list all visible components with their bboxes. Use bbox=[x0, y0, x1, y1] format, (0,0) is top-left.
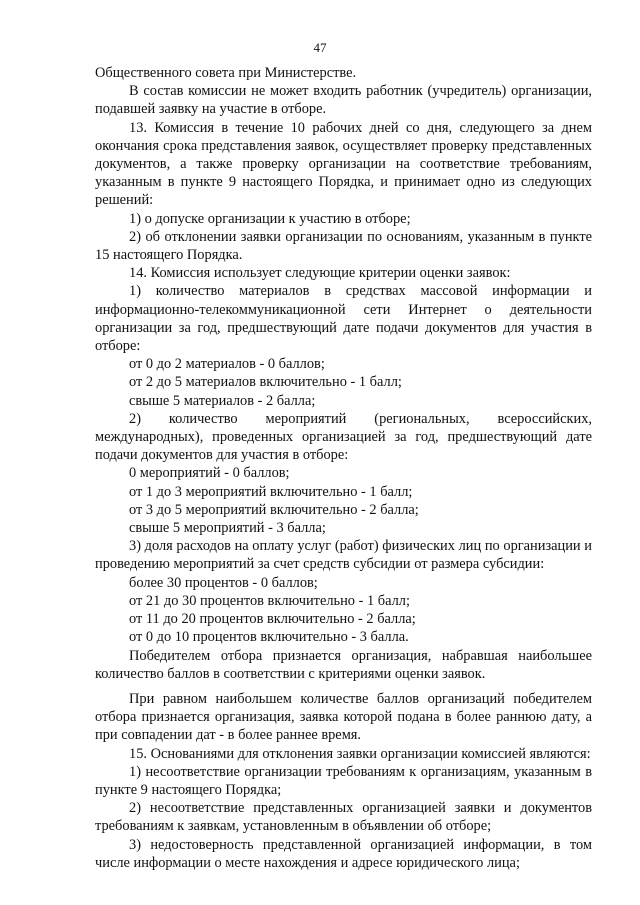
paragraph: 2) об отклонении заявки организации по основаниям, указанным в пункте 15 настоящего Порядка. bbox=[95, 228, 592, 264]
paragraph: от 21 до 30 процентов включительно - 1 балл; bbox=[129, 592, 410, 609]
paragraph: 1) несоответствие организации требованиям к организациям, указанным в пункте 9 настоящего Порядка; bbox=[95, 763, 592, 798]
paragraph: Победителем отбора признается организация, набравшая наибольшее количество баллов в соответствии с критериями оценки заявок. bbox=[95, 647, 592, 682]
paragraph: от 0 до 10 процентов включительно - 3 балла. bbox=[129, 629, 409, 646]
paragraph: 14. Комиссия использует следующие критерии оценки заявок: bbox=[129, 265, 511, 282]
paragraph: от 1 до 3 мероприятий включительно - 1 балл; bbox=[129, 483, 413, 500]
paragraph: 0 мероприятий - 0 баллов; bbox=[129, 465, 290, 482]
paragraph: 2) несоответствие представленных организацией заявки и документов требованиям к заявкам, установленным в объявлении об отборе; bbox=[95, 800, 592, 835]
paragraph: 15. Основаниями для отклонения заявки организации комиссией являются: bbox=[129, 745, 591, 762]
paragraph: от 2 до 5 материалов включительно - 1 балл; bbox=[129, 374, 402, 391]
paragraph: от 3 до 5 мероприятий включительно - 2 балла; bbox=[129, 501, 419, 518]
paragraph: 1) о допуске организации к участию в отборе; bbox=[129, 210, 411, 227]
paragraph: от 0 до 2 материалов - 0 баллов; bbox=[129, 356, 325, 373]
paragraph: При равном наибольшем количестве баллов организаций победителем отбора признается организация, заявка которой подана в более раннюю дату, а при совпадении дат - в более раннее время. bbox=[95, 690, 592, 744]
paragraph: 3) недостоверность представленной организацией информации, в том числе информации о месте нахождения и адресе юридического лица; bbox=[95, 836, 592, 871]
paragraph: В состав комиссии не может входить работник (учредитель) организации, подавшей заявку на участие в отборе. bbox=[95, 83, 592, 118]
paragraph: 1) количество материалов в средствах массовой информации и информационно-телекоммуникационной сети Интернет о деятельности организации за год, предшествующий дате подачи документов для участия в отборе: bbox=[95, 283, 592, 355]
page-number: 47 bbox=[313, 40, 327, 55]
paragraph: 3) доля расходов на оплату услуг (работ) физических лиц по организации и проведению мероприятий за счет средств субсидии от размера субсидии: bbox=[95, 538, 592, 573]
body-text bbox=[95, 64, 592, 872]
paragraph: свыше 5 мероприятий - 3 балла; bbox=[129, 520, 326, 537]
paragraph: более 30 процентов - 0 баллов; bbox=[129, 574, 318, 591]
paragraph: 2) количество мероприятий (региональных, всероссийских, международных), проведенных организацией за год, предшествующий дате подачи документов для участия в отборе: bbox=[95, 410, 592, 464]
paragraph: свыше 5 материалов - 2 балла; bbox=[129, 392, 316, 409]
paragraph: 13. Комиссия в течение 10 рабочих дней со дня, следующего за днем окончания срока представления заявок, осуществляет проверку представленных документов, а также проверку организации на соответствие требованиям, указанным в пункте 9 настоящего Порядка, и принимает одно из следующих решений: bbox=[95, 119, 592, 209]
paragraph: Общественного совета при Министерстве. bbox=[95, 65, 357, 81]
paragraph: от 11 до 20 процентов включительно - 2 балла; bbox=[129, 611, 416, 628]
